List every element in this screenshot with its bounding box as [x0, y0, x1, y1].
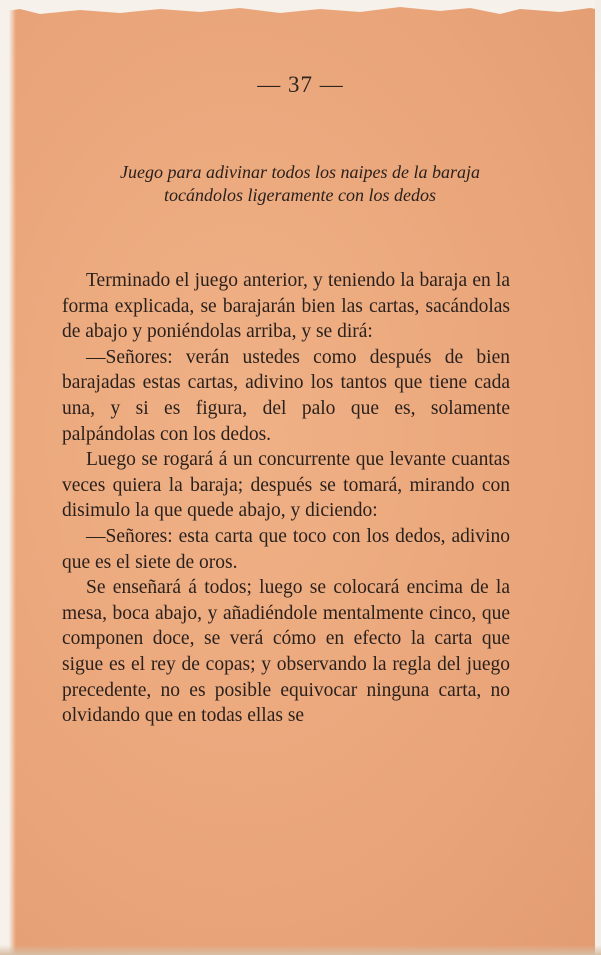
right-margin-edge	[595, 0, 601, 955]
chapter-title	[40, 161, 560, 207]
title-line-2: tocándolos ligeramente con los dedos	[164, 185, 436, 205]
paragraph: Terminado el juego anterior, y teniendo la baraja en la forma explicada, se barajarán bien las cartas, sacándolas de abajo y poniéndolas arriba, y se dirá:	[62, 270, 510, 343]
bottom-edge	[0, 945, 601, 955]
body-text	[62, 268, 510, 729]
title-line-1: Juego para adivinar todos los naipes de la baraja	[120, 162, 480, 182]
paragraph: Se enseñará á todos; luego se colocará encima de la mesa, boca abajo, y añadiéndole mentalmente cinco, que componen doce, se verá cómo en efecto la carta que sigue es el rey de copas; y observando la regla del juego precedente, no es posible equivocar ninguna carta, no olvidando que en todas ellas se	[62, 577, 510, 727]
paragraph: —Señores: esta carta que toco con los dedos, adivino que es el siete de oros.	[62, 525, 510, 573]
paragraph: Luego se rogará á un concurrente que levante cuantas veces quiera la baraja; después se tomará, mirando con disimulo la que quede abajo, y diciendo:	[62, 449, 510, 522]
torn-top-edge	[0, 0, 601, 22]
left-margin-edge	[0, 0, 16, 955]
paragraph: —Señores: verán ustedes como después de bien barajadas estas cartas, adivino los tantos que tiene cada una, y si es figura, del palo que es, solamente palpándolas con los dedos.	[62, 346, 510, 445]
page-number: — 37 —	[257, 72, 344, 97]
